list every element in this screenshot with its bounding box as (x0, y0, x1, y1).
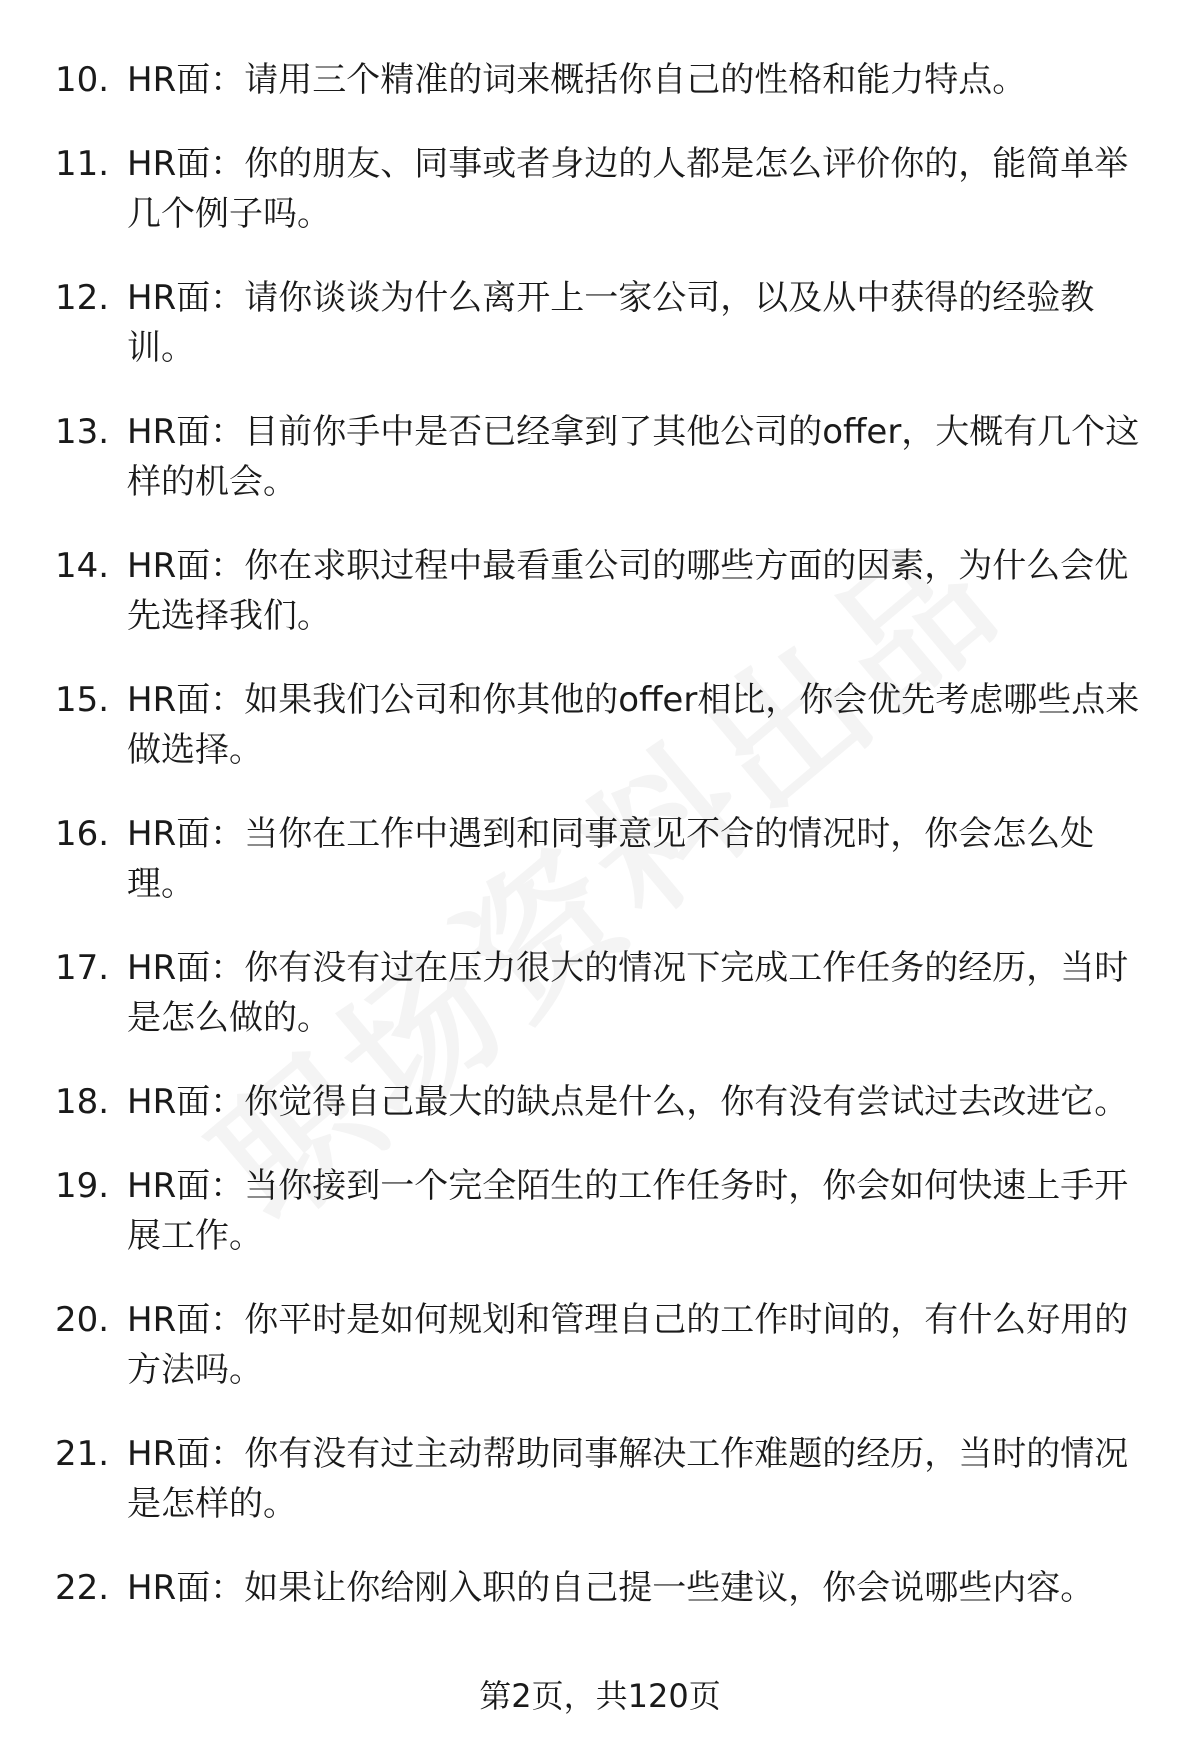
item-number: 13. (55, 412, 110, 452)
list-item (55, 943, 1155, 1043)
list-item (55, 1563, 1155, 1613)
item-number: 16. (55, 814, 110, 854)
item-text: HR面：如果我们公司和你其他的offer相比，你会优先考虑哪些点来做选择。 (127, 680, 1140, 770)
item-text: HR面：你有没有过主动帮助同事解决工作难题的经历，当时的情况是怎样的。 (127, 1434, 1129, 1524)
list-item (55, 273, 1155, 373)
list-item (55, 1161, 1155, 1261)
item-number: 14. (55, 546, 110, 586)
item-text: HR面：你有没有过在压力很大的情况下完成工作任务的经历，当时是怎么做的。 (127, 948, 1129, 1038)
item-text: HR面：你觉得自己最大的缺点是什么，你有没有尝试过去改进它。 (127, 1082, 1129, 1122)
list-item (55, 1077, 1155, 1127)
list-item (55, 541, 1155, 641)
item-number: 15. (55, 680, 110, 720)
item-number: 22. (55, 1568, 110, 1608)
item-text: HR面：目前你手中是否已经拿到了其他公司的offer，大概有几个这样的机会。 (127, 412, 1140, 502)
item-text: HR面：请你谈谈为什么离开上一家公司，以及从中获得的经验教训。 (127, 278, 1095, 368)
list-item (55, 55, 1155, 105)
item-text: HR面：你平时是如何规划和管理自己的工作时间的，有什么好用的方法吗。 (127, 1300, 1129, 1390)
item-text: HR面：请用三个精准的词来概括你自己的性格和能力特点。 (127, 60, 1027, 100)
item-number: 21. (55, 1434, 110, 1474)
item-number: 17. (55, 948, 110, 988)
item-number: 11. (55, 144, 110, 184)
item-number: 10. (55, 60, 110, 100)
list-item (55, 809, 1155, 909)
item-number: 18. (55, 1082, 110, 1122)
page-number-label: 第2页，共120页 (479, 1677, 721, 1715)
item-text: HR面：当你在工作中遇到和同事意见不合的情况时，你会怎么处理。 (127, 814, 1095, 904)
list-item (55, 1295, 1155, 1395)
list-item (55, 139, 1155, 239)
page-footer (0, 1672, 1200, 1720)
list-item (55, 1429, 1155, 1529)
item-text: HR面：如果让你给刚入职的自己提一些建议，你会说哪些内容。 (127, 1568, 1095, 1608)
question-list (55, 55, 1155, 1647)
list-item (55, 407, 1155, 507)
item-text: HR面：你的朋友、同事或者身边的人都是怎么评价你的，能简单举几个例子吗。 (127, 144, 1129, 234)
item-number: 20. (55, 1300, 110, 1340)
item-number: 19. (55, 1166, 110, 1206)
list-item (55, 675, 1155, 775)
item-text: HR面：你在求职过程中最看重公司的哪些方面的因素，为什么会优先选择我们。 (127, 546, 1129, 636)
item-number: 12. (55, 278, 110, 318)
item-text: HR面：当你接到一个完全陌生的工作任务时，你会如何快速上手开展工作。 (127, 1166, 1129, 1256)
